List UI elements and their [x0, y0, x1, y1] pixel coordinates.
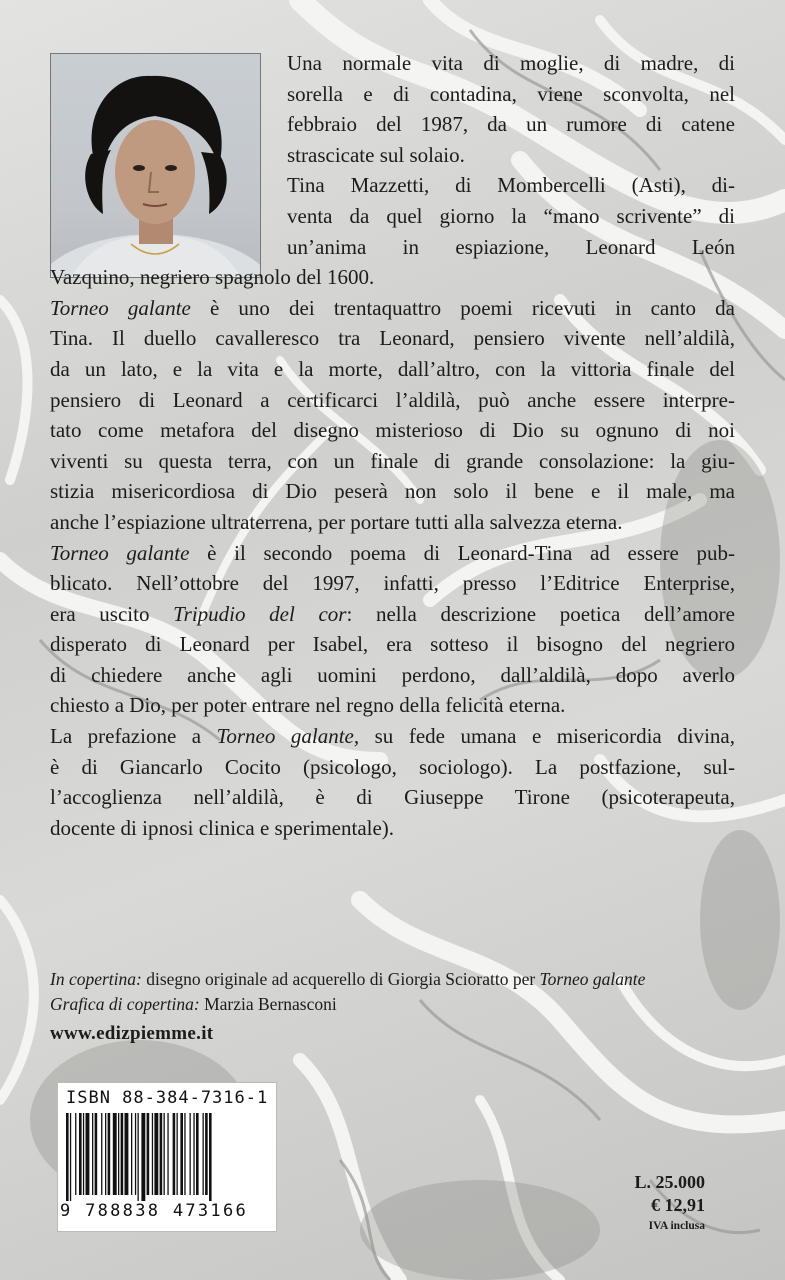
cover-credit-title: Torneo galante — [539, 969, 646, 989]
body-text: : nella descrizione poetica dell’amore — [346, 601, 735, 626]
barcode-image — [66, 1113, 266, 1201]
cover-credits — [50, 967, 750, 1017]
barcode-bar — [79, 1113, 82, 1195]
barcode-bar — [135, 1113, 136, 1195]
barcode-bar — [190, 1113, 191, 1195]
cover-credit-line — [50, 967, 750, 992]
barcode-bar — [108, 1113, 111, 1195]
body-line: da un lato, e la vita e la morte, dall’altro, con la vittoria finale del — [50, 356, 735, 381]
barcode-bar — [180, 1113, 183, 1195]
body-line — [50, 293, 735, 324]
barcode-bar — [164, 1113, 165, 1195]
barcode-bar — [121, 1113, 124, 1195]
publisher-website: www.edizpiemme.it — [50, 1023, 214, 1044]
isbn-number: ISBN 88-384-7316-1 — [66, 1088, 269, 1108]
book-title: Torneo galante, — [216, 724, 360, 749]
barcode-bar — [203, 1113, 204, 1195]
barcode-bar — [66, 1113, 69, 1201]
body-line: stizia misericordiosa di Dio peserà non solo il bene e il male, ma — [50, 479, 735, 504]
barcode-bar — [141, 1113, 145, 1201]
price-euro: € 12,91 — [651, 1195, 705, 1215]
barcode-bar — [131, 1113, 132, 1195]
barcode-bar — [205, 1113, 208, 1195]
body-line: tato come metafora del disegno misterioso di Dio su ognuno di noi — [50, 418, 735, 443]
barcode-bar — [177, 1113, 178, 1195]
barcode-bar — [138, 1113, 139, 1201]
barcode-bar — [83, 1113, 84, 1195]
design-credit-label: Grafica di copertina: — [50, 994, 200, 1014]
barcode-bar — [113, 1113, 117, 1195]
barcode-bar — [92, 1113, 93, 1195]
body-text: era uscito — [50, 601, 174, 626]
design-credit-line — [50, 992, 750, 1017]
intro-line: venta da quel giorno la “mano scrivente” di — [287, 203, 735, 228]
intro-line: un’anima in espiazione, Leonard León — [287, 234, 735, 259]
barcode-bar — [75, 1113, 76, 1195]
book-title: Torneo galante — [50, 295, 191, 320]
barcode-bar — [209, 1113, 212, 1201]
body-line — [50, 721, 735, 752]
body-line: di chiedere anche agli uomini perdono, dall’aldilà, dopo averlo — [50, 662, 735, 687]
barcode-bar — [147, 1113, 150, 1195]
intro-line: Una normale vita di moglie, di madre, di — [287, 51, 735, 75]
barcode-bar — [95, 1113, 98, 1195]
body-text: su fede umana e misericordia divina, — [359, 724, 736, 749]
price-block — [634, 1171, 705, 1235]
barcode-bar — [125, 1113, 129, 1195]
intro-line: febbraio del 1987, da un rumore di catene — [287, 112, 735, 137]
body-text: è uno dei trentaquattro poemi ricevuti in canto da — [190, 295, 735, 320]
barcode-bar — [160, 1113, 163, 1195]
body-line — [50, 599, 735, 630]
barcode-bar — [196, 1113, 199, 1195]
body-line: è di Giancarlo Cocito (psicologo, sociologo). La postfazione, sul- — [50, 754, 735, 779]
design-credit-text: Marzia Bernasconi — [199, 994, 337, 1014]
barcode-bar — [101, 1113, 102, 1195]
intro-line: strascicate sul solaio. — [287, 142, 465, 167]
intro-line: Vazquino, negriero spagnolo del 1600. — [50, 265, 375, 290]
intro-line: Tina Mazzetti, di Mombercelli (Asti), di- — [287, 173, 735, 198]
barcode-bar — [173, 1113, 176, 1195]
barcode-bar — [86, 1113, 90, 1195]
barcode-bar — [118, 1113, 119, 1195]
book-title: Torneo galante — [50, 540, 190, 565]
body-line: l’accoglienza nell’aldilà, è di Giuseppe Tirone (psicoterapeuta, — [50, 785, 735, 810]
barcode-bar — [105, 1113, 106, 1195]
barcode-bar — [70, 1113, 71, 1201]
body-line — [50, 538, 735, 569]
intro-paragraph — [50, 48, 735, 843]
barcode-bar — [154, 1113, 158, 1195]
body-line: docente di ipnosi clinica e sperimentale). — [50, 815, 395, 840]
barcode-bar — [167, 1113, 168, 1195]
body-line: blicato. Nell’ottobre del 1997, infatti, presso l’Editrice Enterprise, — [50, 571, 735, 596]
barcode-bar — [184, 1113, 185, 1195]
isbn-barcode-box — [57, 1082, 277, 1232]
body-line: viventi su questa terra, con un finale di grande consolazione: la giu- — [50, 448, 735, 473]
intro-line: sorella e di contadina, viene sconvolta, nel — [287, 81, 735, 106]
book-title: Tripudio del cor — [173, 601, 347, 626]
cover-credit-text: disegno originale ad acquerello di Giorgia Scioratto per — [141, 969, 540, 989]
body-line: pensiero di Leonard a certificarci l’aldilà, può anche essere interpre- — [50, 387, 735, 412]
cover-credit-label: In copertina: — [50, 969, 142, 989]
barcode-bar — [193, 1113, 194, 1195]
barcode-bar — [152, 1113, 153, 1195]
price-lire: L. 25.000 — [634, 1172, 705, 1192]
body-text: La prefazione a — [50, 724, 217, 749]
body-line: chiesto a Dio, per poter entrare nel regno della felicità eterna. — [50, 693, 566, 718]
body-line: Tina. Il duello cavalleresco tra Leonard, pensiero vivente nell’aldilà, — [50, 326, 735, 351]
body-text: è il secondo poema di Leonard-Tina ad essere pub- — [189, 540, 735, 565]
body-line: anche l’espiazione ultraterrena, per portare tutti alla salvezza eterna. — [50, 509, 623, 534]
ean-number: 9 788838 473166 — [60, 1201, 249, 1221]
body-line: disperato di Leonard per Isabel, era sotteso il bisogno del negriero — [50, 632, 735, 657]
vat-note: IVA inclusa — [648, 1220, 705, 1232]
